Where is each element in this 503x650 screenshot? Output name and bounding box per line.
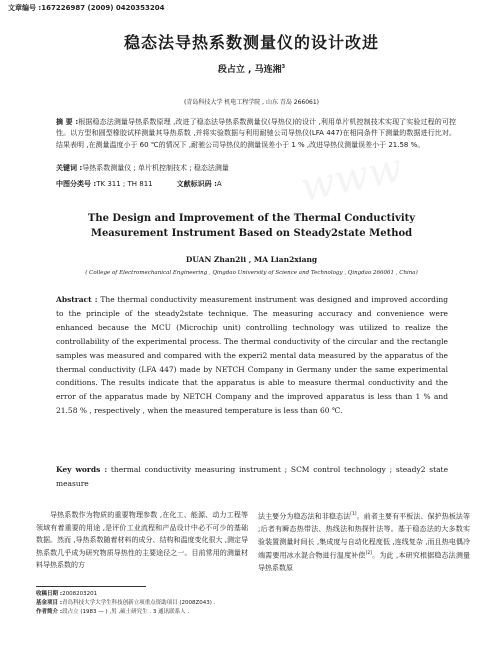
affiliation-cn: (青岛科技大学 机电工程学院 , 山东 青岛 266061): [183, 99, 320, 106]
doc-code-label: 文献标识码 :: [176, 180, 217, 188]
clc-label: 中图分类号 :: [56, 180, 97, 188]
affiliation-en: ( College of Electromechanical Engineering , Qingdao University of Science and Technology , Qingdao 266061 , China): [85, 270, 418, 276]
footnote-received: [36, 590, 476, 599]
citation-1: [1]: [350, 512, 357, 517]
body-right-text-3: 。为此 ,本研究根据稳态法测量导热系数原: [258, 551, 471, 573]
abstract-en-text: The thermal conductivity measurement instrument was designed and improved according to the principle of the steady2state technique. The measuring accuracy and convenience were enhanced because the MCU (Microchip unit) controlling technology was utilized to realize the controllability of the experimental process. The thermal conductivity of the circular and the rectangle samples was measured and compared with the experi2 mental data measured by the apparatus of the thermal conductivity (LFA 447) made by NETCH Company in Germany under the same experimental conditions. The results indicate that the apparatus is able to measure thermal conductivity and the error of the apparatus made by NETCH Company and the improved apparatus is less than 1 % and 21.58 % , respectively , when the measured temperature is less than 60 ℃.: [56, 295, 448, 416]
corresponding-mark: 3: [281, 64, 286, 70]
body-left-column: 导热系数作为物质的重要物理参数 ,在化工、能源、动力工程等领域有着重要的用途 ,是评价工业流程和产品设计中必不可少的基础数据。然而 ,导热系数随着材料的成分、结构和温度变化很大 ,测定导热系数几乎成为研究物质导热性的主要途径之一。目前常用的测量材料导热系数的方: [36, 511, 248, 570]
authors-cn: [0, 62, 503, 75]
abstract-en: [56, 293, 448, 418]
citation-2: [2]: [365, 551, 372, 557]
footnote-rule: [36, 586, 146, 587]
received-label: 收稿日期 :: [36, 591, 63, 597]
doc-code-value: A: [216, 180, 222, 188]
paper-title-en: [0, 211, 503, 241]
body-right-text-2: 。前者主要有平板法、保护热板法等 ;后者有瞬态热带法、热线法和热探针法等。基于稳态法的大多数实验装置测量时间长 ,集成度与自动化程度低 ,连线复杂 ,而且热电偶冷端需要用冰水混合物进行温度补偿: [258, 512, 471, 560]
received-value: 2008203201: [62, 591, 98, 597]
abstract-cn-text: 根据稳态法测量导热系数原理 ,改进了稳态法导热系数测量仪(导热仪)的设计 ,利用单片机控制技术实现了实验过程的可控性。以方型和圆型橡胶试样测量其导热系数 ,并将实验数据与利用耐驰公司导热仪(LFA 447)在相同条件下测量的数据进行比对。结果表明 ,在测量温度小于 60 ℃的情况下 ,耐驰公司导热仪的测量误差小于 1 % ,改进导热仪测量误差小于 21.58 %。: [56, 118, 456, 149]
paper-title-en-line2: Measurement Instrument Based on Steady2state Method: [90, 228, 413, 239]
article-number: 文章编号 :167226987 (2009) 0420353204: [8, 4, 165, 12]
keywords-en-label: Key words :: [56, 465, 108, 474]
fund-value: 青岛科技大学大学生科技创新立项重点资助项目 (2008Z043) .: [62, 600, 216, 606]
authors-en: DUAN Zhan2li , MA Lian2xiang: [185, 255, 318, 264]
abstract-en-label: Abstract :: [56, 295, 98, 304]
footnote-fund: [36, 599, 476, 608]
body-right-text-1: 法主要分为稳态法和非稳态法: [258, 512, 351, 521]
author-bio-value: 段占立 (1983 — ) ,男 ,硕士研究生 . 3 通讯联系人 .: [62, 609, 190, 615]
footnote-author: [36, 608, 476, 617]
keywords-cn-text: 导热系数测量仪 ; 单片机控制技术 ; 稳态法测量: [82, 164, 229, 172]
fund-label: 基金项目 :: [36, 600, 63, 606]
clc-value: TK 311 ; TH 811: [96, 180, 153, 188]
abstract-cn-label: 摘 要 :: [56, 118, 79, 126]
keywords-cn-label: 关键词 :: [56, 164, 83, 172]
keywords-en: [56, 463, 448, 491]
body-right-column: [258, 509, 470, 575]
authors-cn-names: 段占立 , 马连湘: [217, 65, 282, 75]
paper-title-cn: 稳态法导热系数测量仪的设计改进: [123, 33, 379, 52]
author-bio-label: 作者简介 :: [36, 609, 63, 615]
keywords-en-text: thermal conductivity measuring instrument ; SCM control technology ; steady2 state measure: [56, 465, 449, 488]
paper-title-en-line1: The Design and Improvement of the Thermal Conductivity: [87, 213, 416, 224]
